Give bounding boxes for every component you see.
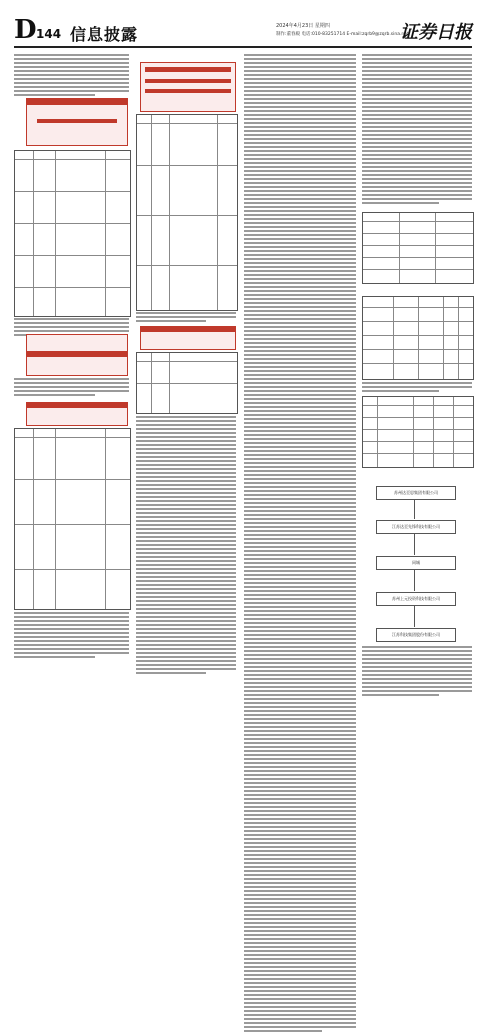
table-5 bbox=[362, 212, 474, 284]
flow-box-5: 江苏科技集团股份有限公司 bbox=[376, 628, 456, 642]
table-3 bbox=[136, 114, 238, 311]
diagram-4 bbox=[140, 62, 236, 112]
newspaper-logo: 证券日报 bbox=[400, 22, 472, 43]
table-4 bbox=[136, 352, 238, 414]
column-4-text-a bbox=[362, 54, 472, 206]
diagram-3 bbox=[26, 402, 128, 426]
diagram-2 bbox=[26, 334, 128, 376]
column-2-text-b bbox=[136, 416, 236, 676]
flow-box-2: 江苏达至先锋科技有限公司 bbox=[376, 520, 456, 534]
flow-arrow-1 bbox=[414, 499, 415, 519]
diagram-1 bbox=[26, 98, 128, 146]
column-1-text-c bbox=[14, 378, 129, 398]
table-1 bbox=[14, 150, 131, 317]
flow-box-4: 苏州上元投资科技有限公司 bbox=[376, 592, 456, 606]
page-header bbox=[14, 15, 472, 46]
column-4-text-c bbox=[362, 646, 472, 698]
column-4-text-b bbox=[362, 382, 472, 394]
header-rule bbox=[14, 46, 472, 48]
flow-box-3: 同城 bbox=[376, 556, 456, 570]
date-line: 2024年4月23日 星期四 bbox=[276, 23, 330, 29]
section-letter: D bbox=[14, 15, 37, 45]
flow-box-1: 苏州达至思集团有限公司 bbox=[376, 486, 456, 500]
column-3 bbox=[244, 54, 356, 1034]
contact-line: 制作:董春殿 电话:010-83251714 E-mail:zqrb9@zqrb.sina.net bbox=[276, 32, 409, 37]
flow-arrow-4 bbox=[414, 605, 415, 627]
page-number: 144 bbox=[36, 27, 62, 41]
column-1-text-d bbox=[14, 612, 129, 660]
section-title: 信息披露 bbox=[70, 25, 139, 44]
column-2-text-a bbox=[136, 312, 236, 324]
table-6 bbox=[362, 296, 474, 380]
flow-arrow-2 bbox=[414, 533, 415, 555]
table-2 bbox=[14, 428, 131, 610]
column-1 bbox=[14, 54, 129, 98]
flow-arrow-3 bbox=[414, 569, 415, 591]
diagram-5 bbox=[140, 326, 236, 350]
table-7 bbox=[362, 396, 474, 468]
